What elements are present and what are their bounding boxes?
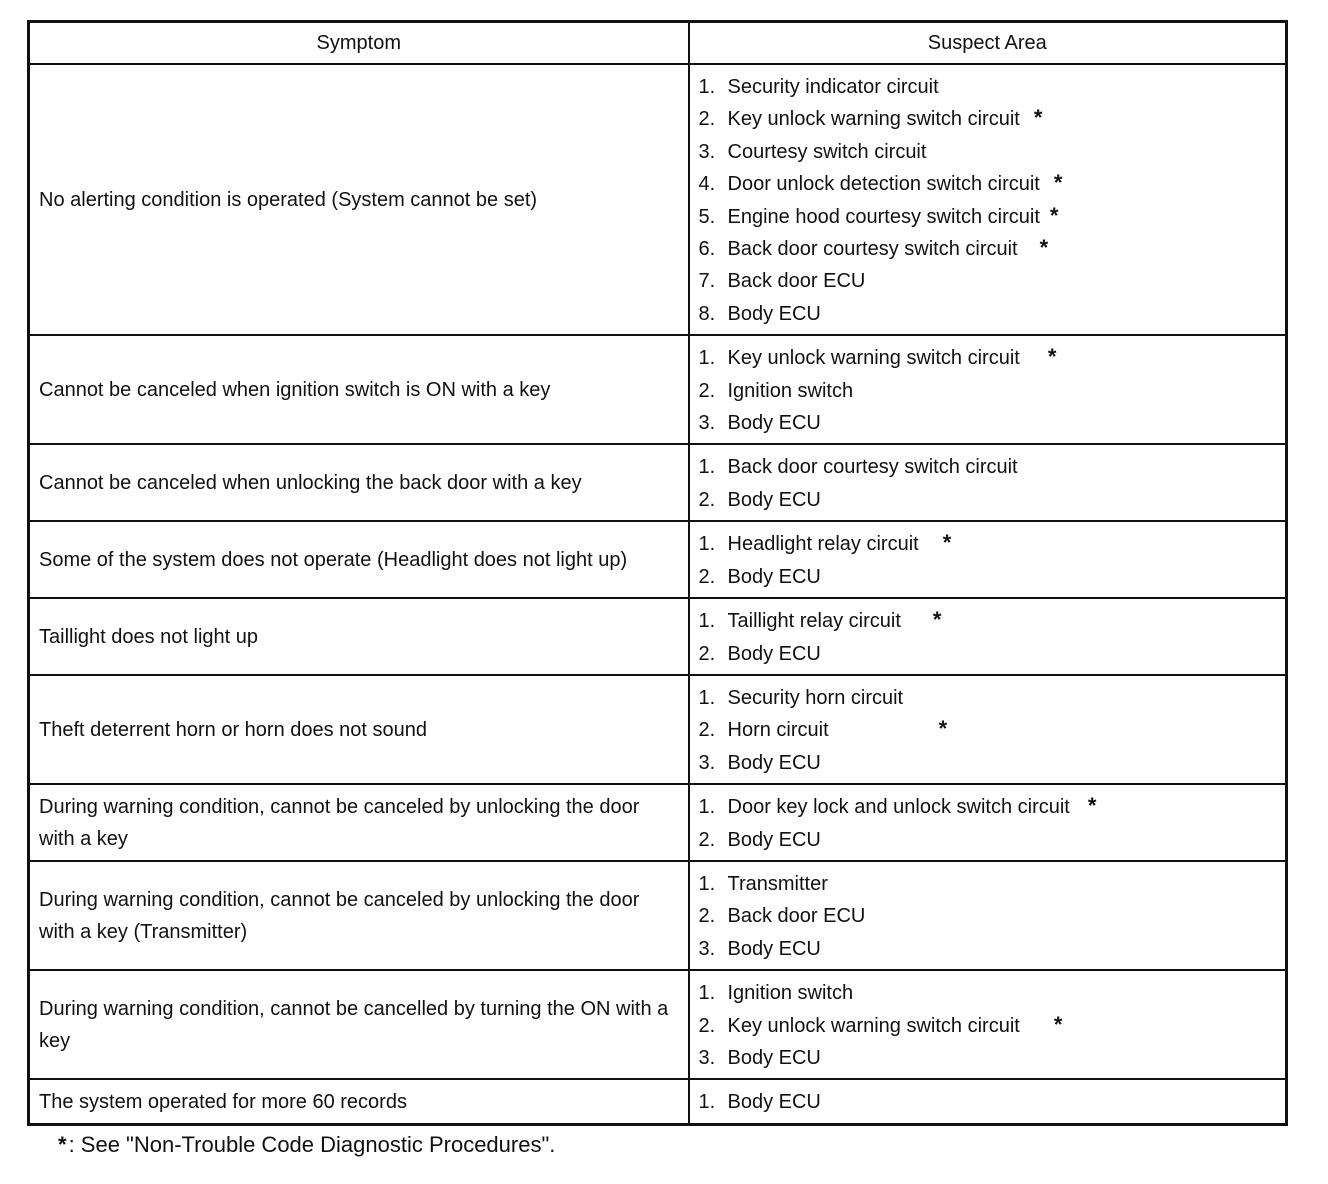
item-text: Taillight relay circuit [727,610,901,633]
non-trouble-code-marker: * [1039,235,1049,261]
table-row [29,970,1287,1079]
symptom-cell: Cannot be canceled when ignition switch is ON with a key [29,335,689,444]
symptom-cell: During warning condition, cannot be canceled by unlocking the door with a key [29,784,689,861]
item-number: 3. [698,751,716,774]
suspect-area-item [699,528,1276,560]
item-number: 4. [698,173,716,196]
item-text: Body ECU [727,751,821,774]
suspect-area-item [699,1010,1276,1042]
item-text: Body ECU [727,828,821,851]
item-number: 3. [698,1046,716,1069]
item-text: Body ECU [727,937,821,960]
suspect-area-item [699,71,1276,103]
table-row [29,784,1287,861]
suspect-area-item [699,791,1276,823]
item-text: Back door courtesy switch circuit [727,238,1018,261]
item-number: 2. [698,108,716,131]
non-trouble-code-marker: * [1049,202,1059,228]
item-number: 7. [698,270,716,293]
suspect-area-list [699,682,1276,779]
suspect-area-cell [689,521,1287,598]
table-body [29,64,1287,1124]
item-number: 2. [698,488,716,511]
item-text: Key unlock warning switch circuit [727,1014,1020,1037]
item-text: Security indicator circuit [727,76,939,98]
item-number: 2. [698,379,716,402]
item-number: 2. [698,642,716,665]
item-number: 8. [698,302,716,325]
non-trouble-code-marker: * [1033,105,1043,131]
symptom-cell: Cannot be canceled when unlocking the back door with a key [29,444,689,521]
suspect-area-item [699,682,1276,714]
item-number: 2. [698,828,716,851]
non-trouble-code-marker: * [1087,793,1097,819]
non-trouble-code-marker: * [932,607,942,633]
suspect-area-item [699,900,1276,932]
suspect-area-item [699,824,1276,856]
suspect-area-cell [689,64,1287,335]
suspect-area-item [699,747,1276,779]
document-sheet [27,20,1285,1126]
item-text: Horn circuit [727,719,829,742]
suspect-area-list [699,342,1276,439]
item-number: 2. [698,1014,716,1037]
item-text: Key unlock warning switch circuit [727,347,1020,370]
symptom-cell: During warning condition, cannot be cancelled by turning the ON with a key [29,970,689,1079]
item-text: Headlight relay circuit [727,533,919,556]
troubleshooting-table [27,20,1288,1126]
item-number: 1. [698,872,716,895]
table-row [29,861,1287,970]
suspect-area-list [699,1086,1276,1118]
item-number: 3. [698,140,716,163]
item-text: Door unlock detection switch circuit [727,173,1040,196]
suspect-area-list [699,528,1276,593]
suspect-area-item [699,1086,1276,1118]
symptom-cell: No alerting condition is operated (System cannot be set) [29,64,689,335]
symptom-cell: Some of the system does not operate (Headlight does not light up) [29,521,689,598]
item-number: 2. [698,905,716,928]
table-row [29,64,1287,335]
table-row [29,335,1287,444]
item-text: Body ECU [727,642,821,665]
item-text: Back door courtesy switch circuit [727,456,1018,479]
non-trouble-code-marker: * [1053,1011,1063,1037]
item-text: Ignition switch [727,379,854,402]
suspect-area-cell [689,784,1287,861]
suspect-area-item [699,561,1276,593]
item-number: 3. [698,937,716,960]
item-number: 1. [698,982,716,1005]
table-row [29,675,1287,784]
item-number: 3. [698,412,716,435]
item-number: 1. [698,347,716,370]
table-row [29,598,1287,675]
item-text: Back door ECU [727,270,866,293]
suspect-area-item [699,1042,1276,1074]
suspect-area-item [699,868,1276,900]
non-trouble-code-marker: * [938,716,948,742]
table-row [29,1079,1287,1124]
item-text: Body ECU [727,565,821,588]
suspect-area-list [699,791,1276,856]
suspect-area-item [699,375,1276,407]
suspect-area-item [699,168,1276,200]
suspect-area-cell [689,970,1287,1079]
suspect-area-item [699,484,1276,516]
footnote-star-marker: * [58,1132,67,1157]
item-number: 1. [698,533,716,556]
table-row [29,444,1287,521]
item-number: 5. [698,205,716,228]
item-number: 6. [698,238,716,261]
item-number: 1. [698,76,716,98]
suspect-area-item [699,103,1276,135]
item-number: 2. [698,565,716,588]
non-trouble-code-marker: * [1047,344,1057,370]
suspect-area-item [699,638,1276,670]
item-number: 1. [698,796,716,819]
item-number: 1. [698,610,716,633]
item-text: Door key lock and unlock switch circuit [727,796,1070,819]
non-trouble-code-marker: * [1053,170,1063,196]
item-text: Transmitter [727,872,828,895]
item-number: 1. [698,456,716,479]
suspect-area-cell [689,335,1287,444]
item-text: Engine hood courtesy switch circuit [727,205,1040,228]
symptom-cell: The system operated for more 60 records [29,1079,689,1124]
suspect-area-item [699,605,1276,637]
suspect-area-item [699,201,1276,233]
symptom-cell: Theft deterrent horn or horn does not sound [29,675,689,784]
table-header-row [29,22,1287,65]
suspect-area-cell [689,861,1287,970]
footnote [58,1131,555,1159]
item-number: 2. [698,719,716,742]
item-text: Body ECU [727,412,821,435]
item-text: Body ECU [727,1046,821,1069]
table-row [29,521,1287,598]
suspect-area-list [699,451,1276,516]
suspect-area-item [699,977,1276,1009]
item-text: Body ECU [727,1091,821,1114]
suspect-area-item [699,933,1276,965]
suspect-area-list [699,71,1276,330]
suspect-area-item [699,342,1276,374]
item-text: Back door ECU [727,905,866,928]
symptom-column-header: Symptom [29,22,689,65]
item-text: Ignition switch [727,982,854,1005]
suspect-area-list [699,868,1276,965]
item-text: Key unlock warning switch circuit [727,108,1020,131]
suspect-area-cell [689,598,1287,675]
item-text: Security horn circuit [727,686,904,709]
suspect-area-cell [689,444,1287,521]
symptom-cell: During warning condition, cannot be canceled by unlocking the door with a key (Transmitter) [29,861,689,970]
suspect-area-list [699,977,1276,1074]
footnote-text: : See "Non-Trouble Code Diagnostic Procedures". [68,1132,556,1157]
suspect-area-item [699,298,1276,330]
suspect-area-item [699,451,1276,483]
suspect-area-item [699,265,1276,297]
suspect-area-column-header: Suspect Area [689,22,1287,65]
symptom-cell: Taillight does not light up [29,598,689,675]
item-text: Body ECU [727,488,821,511]
non-trouble-code-marker: * [942,530,952,556]
item-number: 1. [698,686,716,709]
item-text: Body ECU [727,302,821,325]
item-number: 1. [698,1091,716,1114]
suspect-area-item [699,407,1276,439]
suspect-area-item [699,714,1276,746]
suspect-area-cell [689,675,1287,784]
item-text: Courtesy switch circuit [727,140,927,163]
suspect-area-item [699,136,1276,168]
suspect-area-list [699,605,1276,670]
suspect-area-item [699,233,1276,265]
suspect-area-cell [689,1079,1287,1124]
